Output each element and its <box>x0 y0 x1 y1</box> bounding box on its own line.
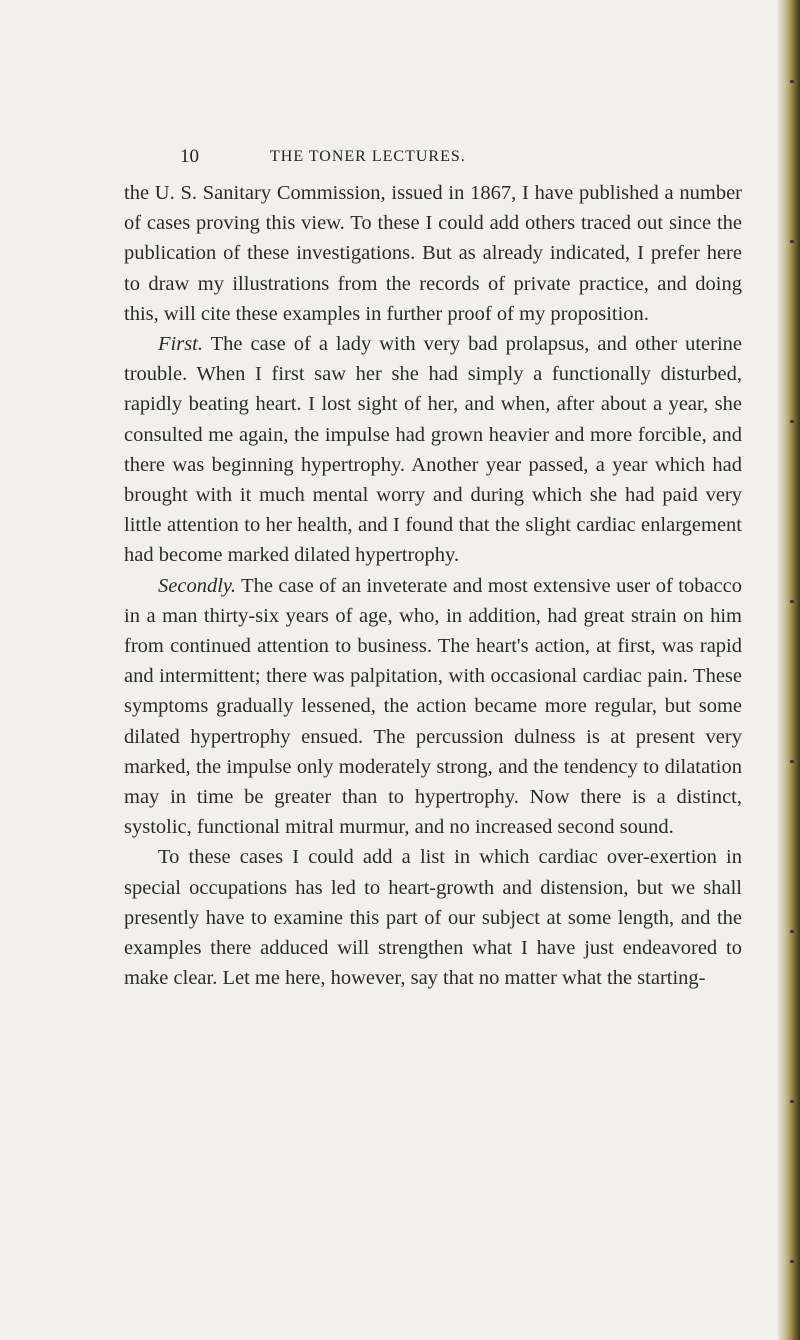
paragraph-1-text: the U. S. Sanitary Commission, issued in 1867, I have published a number of cases proving this view. To these I could add others traced out since the publication of these investigations. But as already indicated, I prefer here to draw my illustrations from the records of private practice, and doing this, will cite these examples in further proof of my proposition. <box>124 182 742 325</box>
edge-mark <box>790 1100 794 1103</box>
paragraph-2-text: The case of a lady with very bad prolapsus, and other uterine trouble. When I first saw her she had simply a functionally disturbed, rapidly beating heart. I lost sight of her, and when, after about a year, she consulted me again, the impulse had grown heavier and more forcible, and there was beginning hypertrophy. Another year passed, a year which had brought with it much mental worry and during which she had paid very little attention to her health, and I found that the slight cardiac enlargement had become marked dilated hypertrophy. <box>124 333 742 567</box>
paragraph-1 <box>124 178 742 329</box>
edge-mark <box>790 1260 794 1263</box>
body-text <box>124 178 742 993</box>
running-title: THE TONER LECTURES. <box>270 148 466 165</box>
paragraph-4 <box>124 842 742 993</box>
paragraph-3-text: The case of an inveterate and most extensive user of tobacco in a man thirty-six years of age, who, in addition, had great strain on him from continued attention to business. The heart's action, at first, was rapid and intermittent; there was palpitation, with occasional cardiac pain. These symptoms gradually lessened, the action became more regular, but some dilated hypertrophy ensued. The percussion dulness is at present very marked, the impulse only moderately strong, and the tendency to dilatation may in time be greater than to hypertrophy. Now there is a distinct, systolic, functional mitral murmur, and no increased second sound. <box>124 574 742 839</box>
page-header <box>180 146 740 172</box>
paragraph-2 <box>124 329 742 571</box>
edge-mark <box>790 930 794 933</box>
paragraph-3-lead: Secondly. <box>158 574 236 597</box>
paragraph-4-text: To these cases I could add a list in which cardiac over-exertion in special occupations has led to heart-growth and distension, but we shall presently have to examine this part of our subject at some length, and the examples there adduced will strengthen what I have just endeavored to make clear. Let me here, however, say that no matter what the starting- <box>124 846 742 990</box>
paragraph-3 <box>124 571 742 843</box>
edge-mark <box>790 600 794 603</box>
edge-mark <box>790 240 794 243</box>
edge-mark <box>790 80 794 83</box>
edge-mark <box>790 420 794 423</box>
page-number: 10 <box>180 146 199 167</box>
page-edge <box>778 0 800 1340</box>
paragraph-2-lead: First. <box>158 333 203 356</box>
edge-mark <box>790 760 794 763</box>
